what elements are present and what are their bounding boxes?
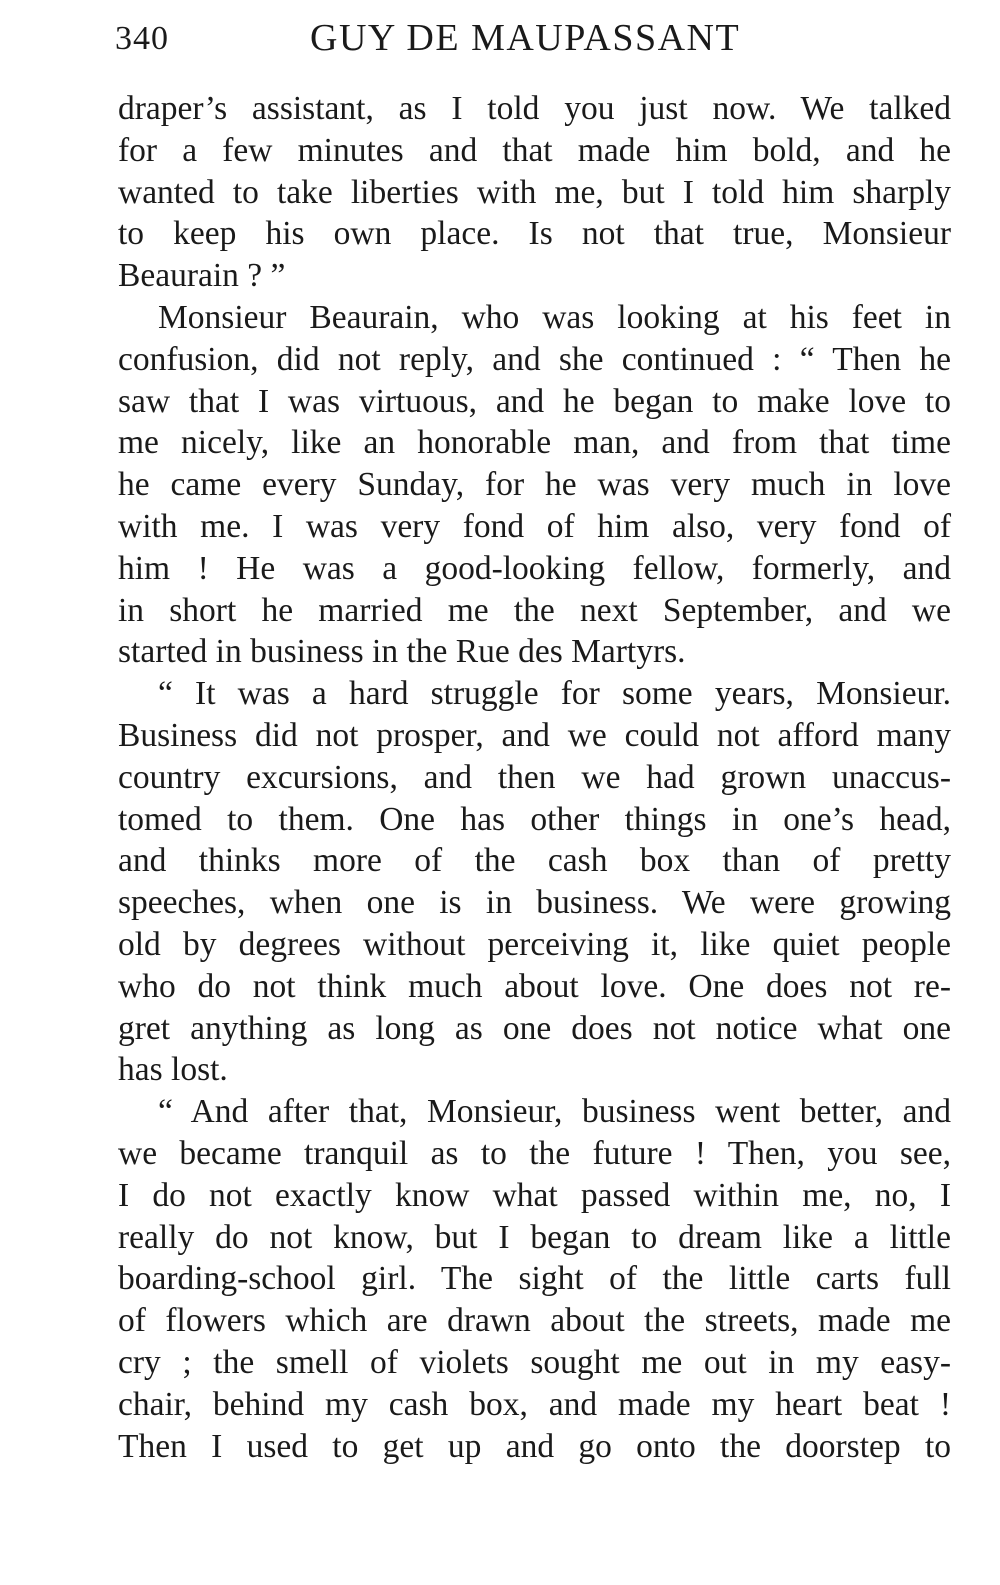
text-line: in short he married me the next September, and we — [118, 591, 951, 629]
text-line: boarding-school girl. The sight of the little carts full — [118, 1260, 951, 1298]
text-line: him ! He was a good-looking fellow, formerly, and — [118, 549, 951, 587]
text-line: “ And after that, Monsieur, business went better, and — [158, 1093, 951, 1131]
text-line: country excursions, and then we had grown unaccus- — [118, 758, 951, 796]
text-line: to keep his own place. Is not that true, Monsieur — [118, 215, 951, 253]
text-line: has lost. — [118, 1051, 228, 1089]
text-line: old by degrees without perceiving it, like quiet people — [118, 925, 951, 963]
text-line: who do not think much about love. One does not re- — [118, 967, 951, 1005]
text-line: Then I used to get up and go onto the doorstep to — [118, 1427, 951, 1465]
text-line: wanted to take liberties with me, but I told him sharply — [118, 173, 951, 211]
text-line: started in business in the Rue des Martyrs. — [118, 633, 686, 671]
text-line: he came every Sunday, for he was very much in love — [118, 466, 951, 504]
text-line: cry ; the smell of violets sought me out in my easy- — [118, 1343, 951, 1381]
text-line: and thinks more of the cash box than of pretty — [118, 842, 951, 880]
text-line: for a few minutes and that made him bold, and he — [118, 131, 951, 169]
page-number: 340 — [115, 20, 169, 57]
page-header — [115, 12, 950, 64]
text-line: of flowers which are drawn about the streets, made me — [118, 1302, 951, 1340]
text-line: Monsieur Beaurain, who was looking at his feet in — [158, 298, 951, 336]
text-line: I do not exactly know what passed within me, no, I — [118, 1176, 951, 1214]
text-line: confusion, did not reply, and she continued : “ Then he — [118, 340, 951, 378]
text-line: Beaurain ? ” — [118, 257, 286, 295]
body-text — [118, 88, 951, 1467]
text-line: with me. I was very fond of him also, very fond of — [118, 507, 951, 545]
text-line: we became tranquil as to the future ! Then, you see, — [118, 1134, 951, 1172]
text-line: gret anything as long as one does not notice what one — [118, 1009, 951, 1047]
text-line: “ It was a hard struggle for some years, Monsieur. — [158, 675, 951, 713]
text-line: chair, behind my cash box, and made my heart beat ! — [118, 1385, 951, 1423]
text-line: speeches, when one is in business. We were growing — [118, 884, 951, 922]
text-line: saw that I was virtuous, and he began to make love to — [118, 382, 951, 420]
text-line: Business did not prosper, and we could not afford many — [118, 716, 951, 754]
text-line: really do not know, but I began to dream like a little — [118, 1218, 951, 1256]
running-title: GUY DE MAUPASSANT — [310, 17, 741, 59]
text-line: me nicely, like an honorable man, and from that time — [118, 424, 951, 462]
text-line: tomed to them. One has other things in one’s head, — [118, 800, 951, 838]
text-line: draper’s assistant, as I told you just now. We talked — [118, 90, 951, 127]
